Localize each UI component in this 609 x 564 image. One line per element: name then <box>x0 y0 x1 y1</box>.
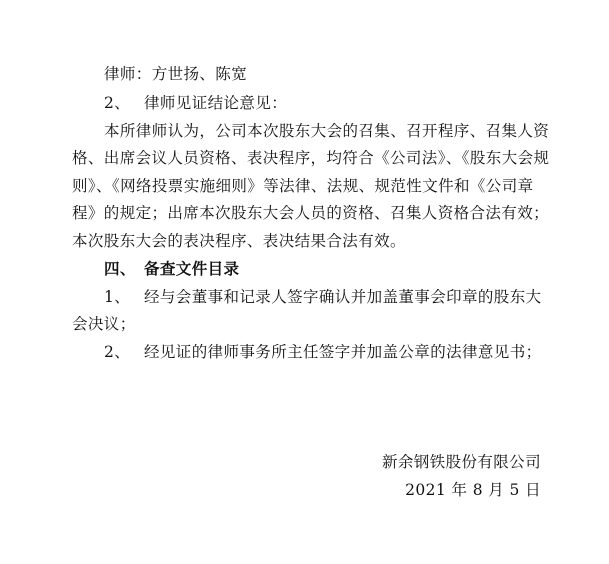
company-name: 新余钢铁股份有限公司 <box>381 453 541 471</box>
section-4-heading <box>104 259 239 279</box>
item-2-number: 2、 <box>104 94 131 112</box>
lawyers-line: 律师：方世扬、陈宽 <box>104 65 248 83</box>
file-1-line-1 <box>104 287 542 307</box>
file-2-text: 经见证的律师事务所主任签字并加盖公章的法律意见书； <box>144 343 542 361</box>
conclusion-line-5: 本次股东大会的表决程序、表决结果合法有效。 <box>72 232 406 250</box>
file-2-number: 2、 <box>104 343 131 361</box>
file-1-line-2: 会决议； <box>72 315 136 333</box>
conclusion-line-4: 程》的规定；出席本次股东大会人员的资格、召集人资格合法有效； <box>72 204 550 222</box>
file-1-number: 1、 <box>104 288 131 306</box>
item-2-text: 律师见证结论意见： <box>144 94 288 112</box>
conclusion-line-1: 本所律师认为，公司本次股东大会的召集、召开程序、召集人资 <box>104 122 550 140</box>
file-1-text: 经与会董事和记录人签字确认并加盖董事会印章的股东大 <box>144 288 542 306</box>
section-4-title: 备查文件目录 <box>144 259 240 278</box>
conclusion-line-3: 则》、《网络投票实施细则》等法律、法规、规范性文件和《公司章 <box>72 177 534 195</box>
section-4-number: 四、 <box>104 259 136 278</box>
document-date: 2021 年 8 月 5 日 <box>405 481 541 499</box>
file-2-line <box>104 342 542 362</box>
item-2-heading <box>104 93 287 113</box>
conclusion-line-2: 格、出席会议人员资格、表决程序，均符合《公司法》、《股东大会规 <box>72 149 550 167</box>
